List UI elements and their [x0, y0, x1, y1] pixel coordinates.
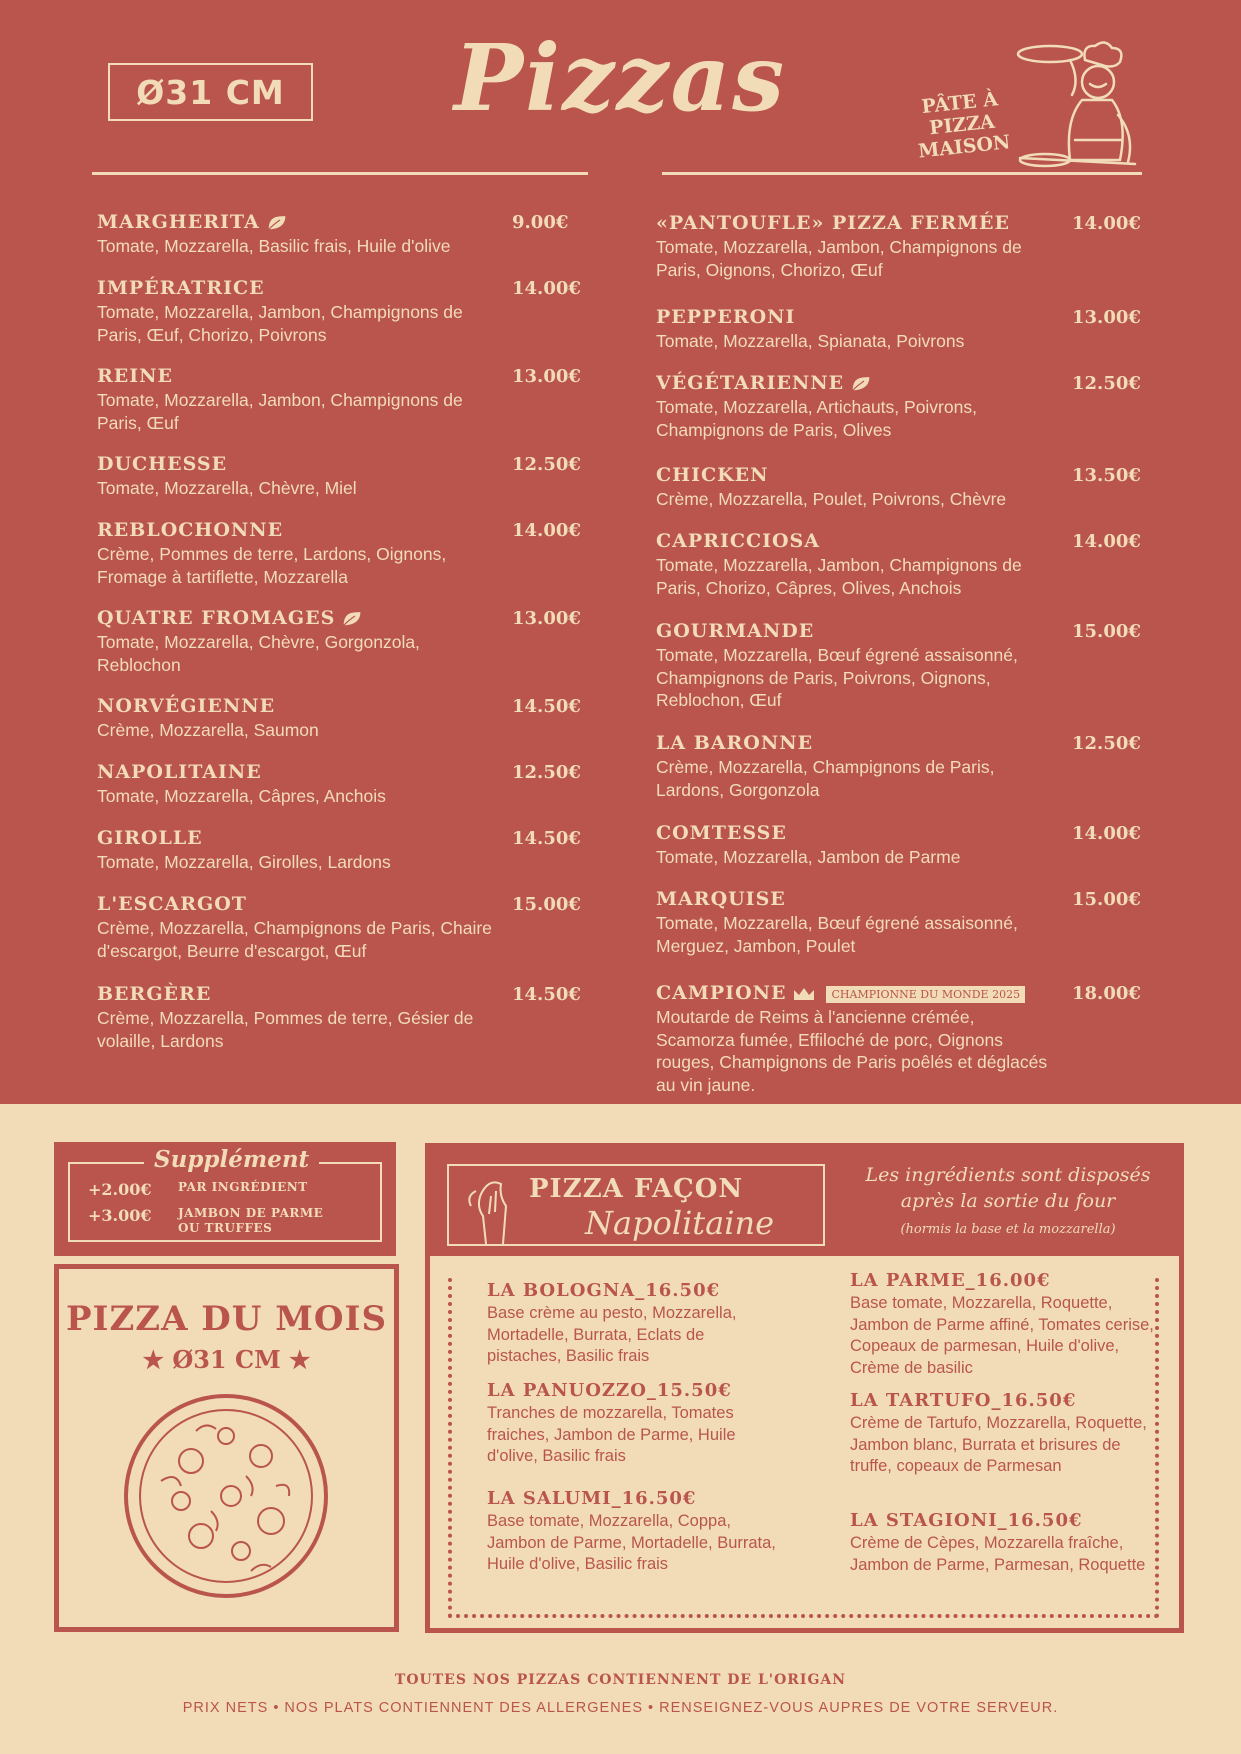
item-price: 9.00€ [512, 212, 569, 233]
item-name [97, 365, 492, 387]
napolitaine-title-frame [447, 1164, 825, 1246]
item-name [656, 982, 1056, 1004]
item-desc: Tomate, Mozzarella, Jambon, Champignons de Paris, Oignons, Chorizo, Œuf [656, 237, 1022, 280]
item-price: 13.00€ [512, 608, 581, 629]
item-name-text: LA BARONNE [656, 732, 814, 754]
menu-item [656, 822, 1056, 869]
badge-line-1: PÂTE À PIZZA [920, 88, 999, 140]
item-desc: Tomate, Mozzarella, Jambon de Parme [656, 847, 961, 867]
item-name-text: QUATRE FROMAGES [97, 607, 336, 629]
item-name [97, 983, 492, 1005]
supplement-label: JAMBON DE PARME OU TRUFFES [178, 1206, 324, 1235]
item-name [656, 732, 1056, 754]
item-name-text: MARQUISE [656, 888, 786, 910]
item-name-text: BERGÈRE [97, 983, 212, 1005]
item-name-text: PEPPERONI [656, 306, 796, 328]
item-name [656, 306, 1056, 328]
list-item [487, 1380, 777, 1468]
item-name-text: IMPÉRATRICE [97, 277, 265, 299]
item-name-text: NAPOLITAINE [97, 761, 262, 783]
item-price: 13.00€ [1072, 307, 1141, 328]
menu-item [97, 983, 492, 1052]
menu-item [97, 827, 492, 874]
item-name-text: «PANTOUFLE» PIZZA FERMÉE [656, 212, 1010, 234]
footer-origan-note: TOUTES NOS PIZZAS CONTIENNENT DE L'ORIGAN [394, 1672, 847, 1688]
item-name-text: DUCHESSE [97, 453, 228, 475]
menu-item [97, 519, 492, 588]
item-price: 14.00€ [512, 278, 581, 299]
item-name [97, 453, 492, 475]
item-desc: Base tomate, Mozzarella, Roquette, Jambon de Parme affiné, Tomates cerise, Copeaux de parmesan, Huile d'olive, Crème de basilic [850, 1294, 1154, 1377]
item-desc: Crème, Pommes de terre, Lardons, Oignons, Fromage à tartiflette, Mozzarella [97, 544, 447, 587]
item-name [656, 464, 1056, 486]
list-item [487, 1280, 777, 1368]
item-desc: Moutarde de Reims à l'ancienne crémée, Scamorza fumée, Effiloché de porc, Oignons rouges, Champignons de Paris poêlés et déglacés au vin jaune. [656, 1007, 1048, 1095]
badge-line-2: MAISON [917, 131, 1012, 163]
item-name-text: NORVÉGIENNE [97, 695, 276, 717]
item-name: LA TARTUFO_16.50€ [850, 1390, 1077, 1411]
menu-item [656, 306, 1056, 353]
item-desc: Tomate, Mozzarella, Artichauts, Poivrons, Champignons de Paris, Olives [656, 397, 977, 440]
item-price: 14.00€ [1072, 531, 1141, 552]
item-price: 13.50€ [1072, 465, 1141, 486]
item-price: 14.50€ [512, 696, 581, 717]
item-name [97, 827, 492, 849]
supplement-row [88, 1180, 308, 1199]
menu-item [97, 695, 492, 742]
napolitaine-note-sub: (hormis la base et la mozzarella) [900, 1222, 1116, 1237]
item-price: 15.00€ [512, 894, 581, 915]
item-name-text: CHICKEN [656, 464, 769, 486]
item-price: 18.00€ [1072, 983, 1141, 1004]
item-desc: Tomate, Mozzarella, Jambon, Champignons de Paris, Chorizo, Câpres, Olives, Anchois [656, 555, 1022, 598]
pizza-of-month-box [54, 1264, 399, 1632]
item-name [656, 212, 1056, 234]
size-box: Ø31 CM [108, 63, 313, 121]
item-name [656, 888, 1056, 910]
item-price: 14.50€ [512, 828, 581, 849]
menu-item [656, 464, 1056, 511]
item-name-text: CAMPIONE [656, 982, 787, 1004]
item-desc: Tomate, Mozzarella, Jambon, Champignons de Paris, Œuf, Chorizo, Poivrons [97, 302, 463, 345]
supplement-box [54, 1142, 396, 1256]
footer-legal-note: PRIX NETS • NOS PLATS CONTIENNENT DES ALLERGENES • RENSEIGNEZ-VOUS AUPRES DE VOTRE SERVEUR. [182, 1700, 1059, 1716]
item-price: 14.00€ [1072, 213, 1141, 234]
menu-item [97, 365, 492, 434]
item-name [97, 607, 492, 629]
item-price: 12.50€ [1072, 733, 1141, 754]
crown-icon [792, 986, 816, 1002]
item-name-text: REBLOCHONNE [97, 519, 284, 541]
item-name [97, 519, 492, 541]
item-name-text: COMTESSE [656, 822, 787, 844]
champion-tag: CHAMPIONNE DU MONDE 2025 [826, 986, 1025, 1003]
item-price: 14.00€ [1072, 823, 1141, 844]
item-desc: Tomate, Mozzarella, Girolles, Lardons [97, 852, 391, 872]
item-desc: Tomate, Mozzarella, Câpres, Anchois [97, 786, 386, 806]
title-rule-left [92, 172, 588, 175]
supplement-label: PAR INGRÉDIENT [178, 1180, 308, 1194]
item-name [656, 372, 1056, 394]
item-name: LA BOLOGNA_16.50€ [487, 1280, 721, 1301]
napolitaine-header [430, 1148, 1179, 1256]
menu-item [656, 982, 1056, 1096]
item-name-text: CAPRICCIOSA [656, 530, 820, 552]
supplement-row [88, 1206, 338, 1236]
item-desc: Tranches de mozzarella, Tomates fraiches, Jambon de Parme, Huile d'olive, Basilic frais [487, 1404, 736, 1465]
menu-item [656, 372, 1056, 441]
menu-item [656, 620, 1056, 712]
menu-item [656, 212, 1056, 281]
item-desc: Tomate, Mozzarella, Spianata, Poivrons [656, 331, 965, 351]
item-desc: Crème, Mozzarella, Poulet, Poivrons, Chèvre [656, 489, 1007, 509]
item-price: 14.00€ [512, 520, 581, 541]
napolitaine-title-line-2: Napolitaine [585, 1204, 775, 1242]
item-name-text: GIROLLE [97, 827, 203, 849]
item-name-text: GOURMANDE [656, 620, 815, 642]
item-desc: Crème, Mozzarella, Champignons de Paris, Chaire d'escargot, Beurre d'escargot, Œuf [97, 918, 492, 961]
page-title: Pizzas [453, 24, 787, 132]
menu-item [97, 761, 492, 808]
item-name [656, 620, 1056, 642]
item-price: 15.00€ [1072, 621, 1141, 642]
item-name: LA STAGIONI_16.50€ [850, 1510, 1083, 1531]
item-desc: Tomate, Mozzarella, Chèvre, Gorgonzola, Reblochon [97, 632, 420, 675]
item-name: LA SALUMI_16.50€ [487, 1488, 697, 1509]
list-item [850, 1270, 1155, 1379]
item-price: 15.00€ [1072, 889, 1141, 910]
item-name [656, 822, 1056, 844]
chef-illustration-icon [1010, 40, 1145, 190]
item-name-text: REINE [97, 365, 174, 387]
item-desc: Crème de Tartufo, Mozzarella, Roquette, Jambon blanc, Burrata et brisures de truffe, copeaux de Parmesan [850, 1414, 1147, 1475]
item-desc: Crème, Mozzarella, Pommes de terre, Gésier de volaille, Lardons [97, 1008, 474, 1051]
supplement-price: +3.00€ [88, 1206, 152, 1225]
menu-item [656, 888, 1056, 957]
item-price: 13.00€ [512, 366, 581, 387]
item-name-text: MARGHERITA [97, 211, 260, 233]
item-name [97, 893, 492, 915]
menu-item [656, 530, 1056, 599]
item-price: 12.50€ [512, 454, 581, 475]
item-name [97, 277, 492, 299]
list-item [850, 1510, 1155, 1576]
item-desc: Base tomate, Mozzarella, Coppa, Jambon de Parme, Mortadelle, Burrata, Huile d'olive, Basilic frais [487, 1512, 776, 1573]
title-rule-right [662, 172, 1142, 175]
vegetarian-leaf-icon [266, 214, 288, 232]
vegetarian-leaf-icon [341, 610, 363, 628]
item-desc: Crème de Cèpes, Mozzarella fraîche, Jambon de Parme, Parmesan, Roquette [850, 1534, 1146, 1574]
item-name-text: VÉGÉTARIENNE [656, 372, 845, 394]
item-price: 12.50€ [512, 762, 581, 783]
menu-item [656, 732, 1056, 801]
hand-dough-icon [461, 1176, 521, 1246]
item-name [97, 761, 492, 783]
item-name [656, 530, 1056, 552]
item-name [97, 211, 492, 233]
item-name: LA PANUOZZO_15.50€ [487, 1380, 732, 1401]
item-name-text: L'ESCARGOT [97, 893, 247, 915]
menu-item [97, 211, 492, 258]
list-item [850, 1390, 1155, 1478]
item-price: 12.50€ [1072, 373, 1141, 394]
item-desc: Tomate, Mozzarella, Bœuf égrené assaisonné, Merguez, Jambon, Poulet [656, 913, 1018, 956]
menu-item [97, 277, 492, 346]
pizza-of-month-title: PIZZA DU MOIS [65, 1299, 387, 1339]
item-desc: Tomate, Mozzarella, Jambon, Champignons de Paris, Œuf [97, 390, 463, 433]
menu-item [97, 607, 492, 676]
pizza-of-month-size: ★ Ø31 CM ★ [142, 1345, 311, 1374]
item-desc: Tomate, Mozzarella, Bœuf égrené assaisonné, Champignons de Paris, Poivrons, Oignons, Reblochon, Œuf [656, 645, 1018, 710]
item-name [97, 695, 492, 717]
vegetarian-leaf-icon [850, 375, 872, 393]
item-name: LA PARME_16.00€ [850, 1270, 1051, 1291]
item-desc: Tomate, Mozzarella, Basilic frais, Huile d'olive [97, 236, 451, 256]
pizza-illustration-icon [121, 1391, 331, 1601]
napolitaine-box [425, 1143, 1184, 1633]
item-desc: Tomate, Mozzarella, Chèvre, Miel [97, 478, 357, 498]
item-price: 14.50€ [512, 984, 581, 1005]
item-desc: Crème, Mozzarella, Champignons de Paris, Lardons, Gorgonzola [656, 757, 995, 800]
menu-item [97, 893, 492, 962]
supplement-title: Supplément [144, 1146, 319, 1173]
menu-item [97, 453, 492, 500]
item-desc: Base crème au pesto, Mozzarella, Mortadelle, Burrata, Eclats de pistaches, Basilic frais [487, 1304, 737, 1365]
napolitaine-note: Les ingrédients sont disposés après la sortie du four [865, 1164, 1151, 1212]
list-item [487, 1488, 777, 1576]
napolitaine-title-line-1: PIZZA FAÇON [529, 1174, 744, 1204]
supplement-price: +2.00€ [88, 1180, 152, 1199]
item-desc: Crème, Mozzarella, Saumon [97, 720, 319, 740]
